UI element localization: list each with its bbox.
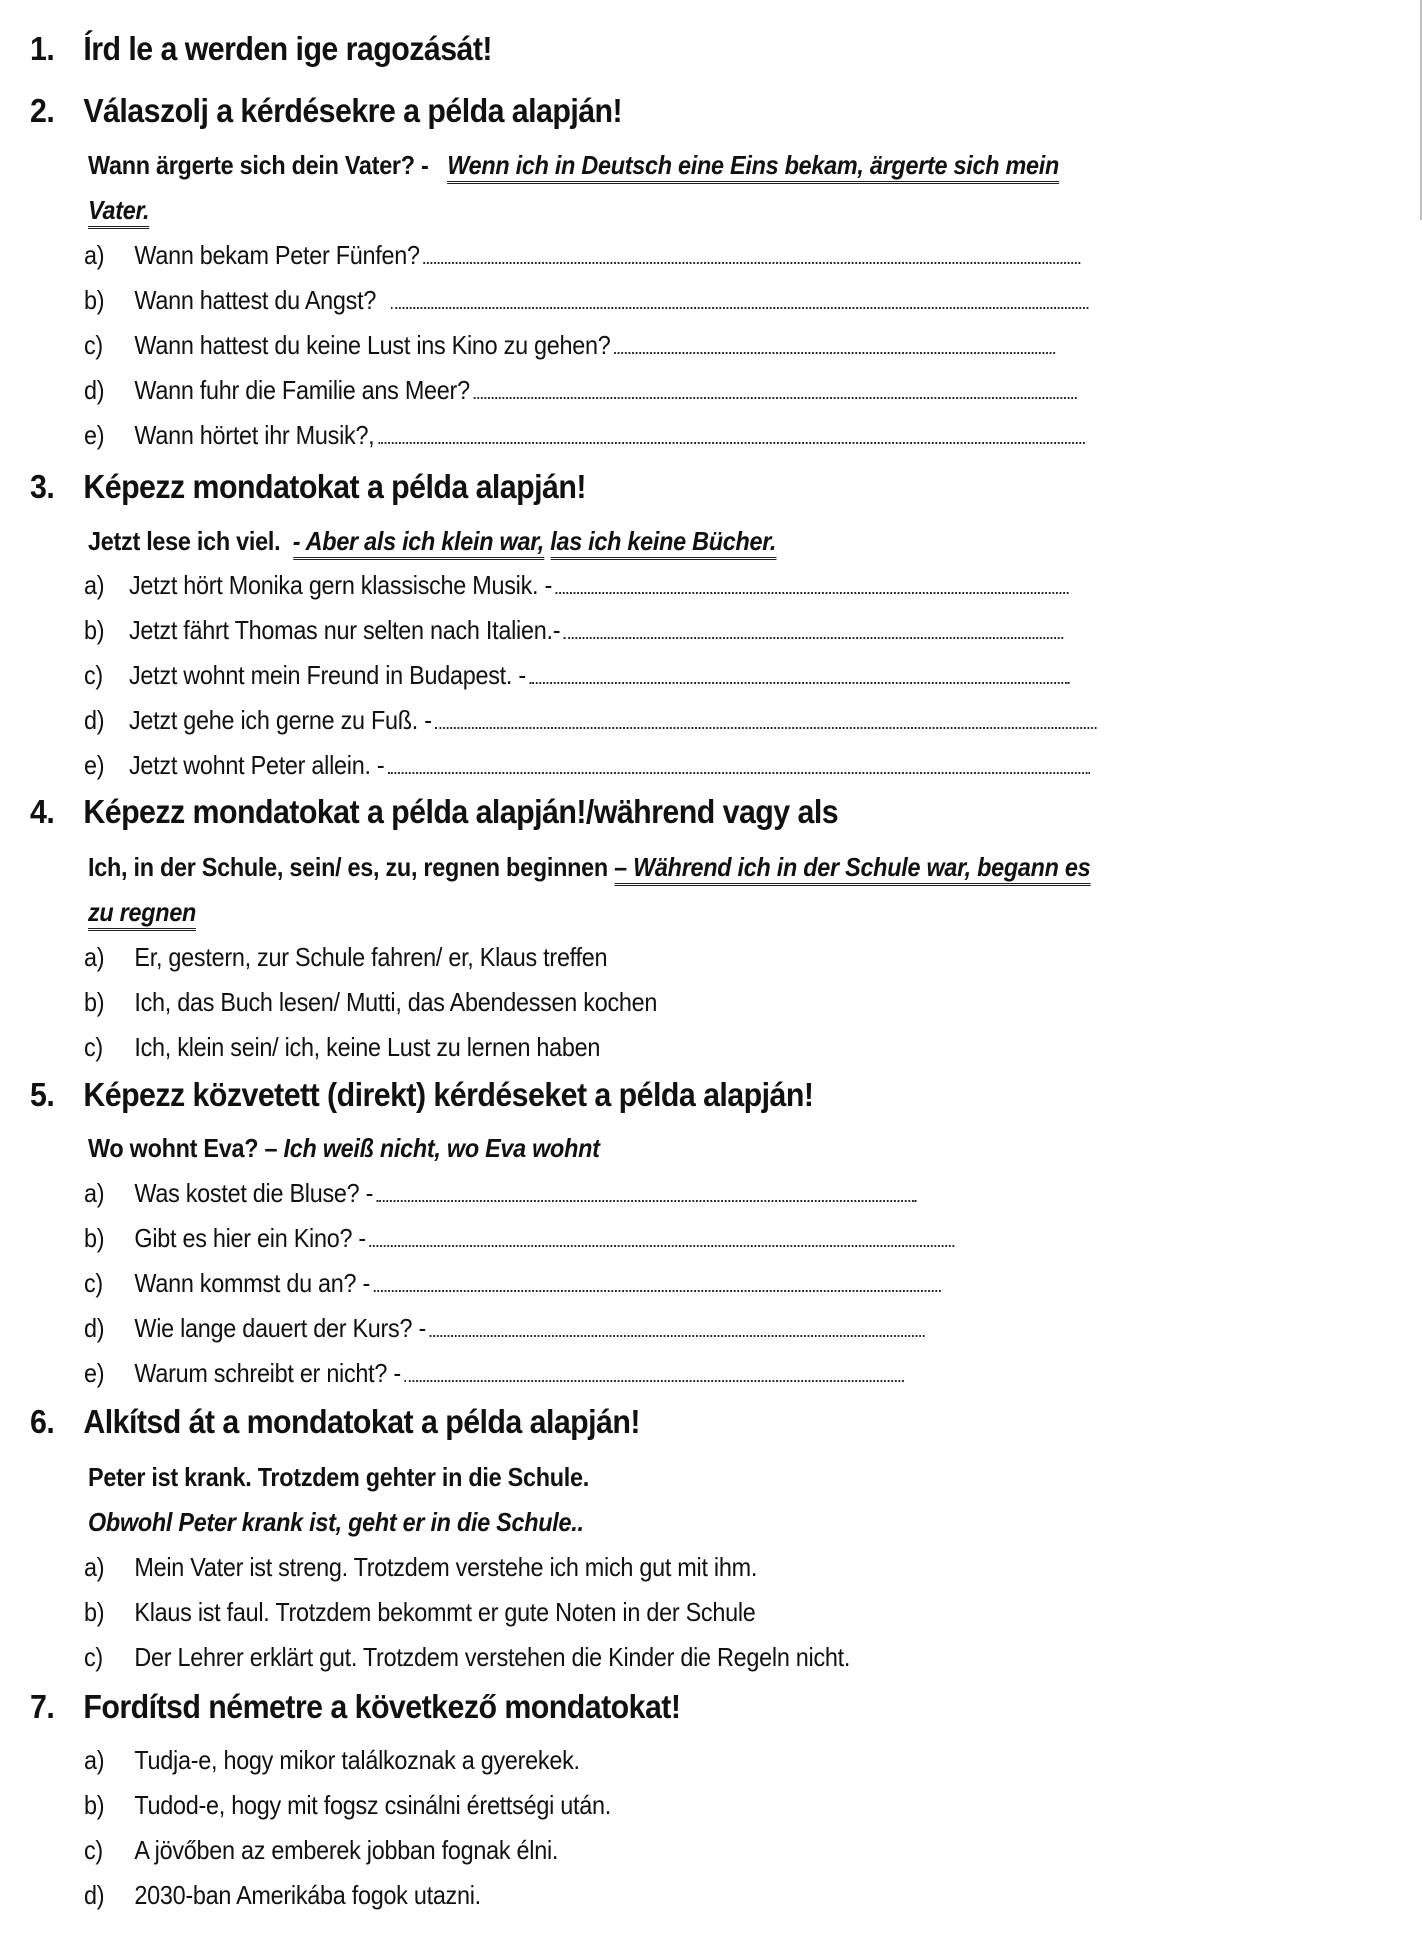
section-number: 1. <box>30 30 55 67</box>
item-letter: c) <box>84 660 103 690</box>
item-text: Jetzt wohnt Peter allein. - <box>129 750 385 780</box>
exercise-item <box>84 1313 925 1344</box>
section-6-example <box>88 1462 589 1493</box>
exercise-item <box>84 570 1069 601</box>
example-answer: - Aber als ich klein war, <box>293 526 544 560</box>
answer-line[interactable] <box>377 1196 917 1202</box>
item-text: Jetzt fährt Thomas nur selten nach Italien.- <box>129 615 561 645</box>
item-letter: c) <box>84 1642 103 1672</box>
section-5-example <box>88 1133 600 1164</box>
item-text: Wie lange dauert der Kurs? - <box>134 1313 426 1343</box>
item-letter: d) <box>84 705 105 735</box>
item-letter: a) <box>84 1745 105 1775</box>
item-letter: e) <box>84 750 105 780</box>
section-4-example <box>88 852 1090 883</box>
item-letter: a) <box>84 942 105 972</box>
answer-line[interactable] <box>435 723 1097 729</box>
exercise-item <box>84 375 1076 406</box>
item-letter: e) <box>84 420 105 450</box>
example-answer: Wenn ich in Deutsch eine Eins bekam, ärgerte sich mein <box>447 150 1059 184</box>
section-title: Képezz mondatokat a példa alapján! <box>83 468 586 505</box>
item-letter: a) <box>84 1178 105 1208</box>
answer-line[interactable] <box>390 303 1088 309</box>
item-letter: a) <box>84 240 105 270</box>
section-2-example-cont <box>88 195 149 226</box>
exercise-item <box>84 1223 955 1254</box>
item-text: Er, gestern, zur Schule fahren/ er, Klaus treffen <box>134 942 608 972</box>
item-letter: c) <box>84 1032 103 1062</box>
section-title: Írd le a werden ige ragozását! <box>83 30 492 67</box>
answer-line[interactable] <box>388 768 1090 774</box>
example-answer: – Während ich in der Schule war, begann es <box>614 852 1090 886</box>
exercise-item <box>84 1358 904 1389</box>
section-number: 3. <box>30 468 55 505</box>
item-letter: b) <box>84 1597 105 1627</box>
section-7-heading <box>30 1688 680 1726</box>
exercise-item <box>84 615 1063 646</box>
item-text: Jetzt gehe ich gerne zu Fuß. - <box>129 705 432 735</box>
item-text: Klaus ist faul. Trotzdem bekommt er gute Noten in der Schule <box>134 1597 756 1627</box>
exercise-item <box>84 750 1090 781</box>
exercise-item <box>84 1032 600 1063</box>
exercise-item <box>84 1835 558 1866</box>
example-prompt: Jetzt lese ich viel. <box>88 526 281 556</box>
item-letter: d) <box>84 1313 105 1343</box>
answer-line[interactable] <box>473 393 1076 399</box>
item-text: Wann kommst du an? - <box>134 1268 371 1298</box>
item-text: Wann hattest du Angst? <box>134 285 377 315</box>
section-title: Válaszolj a kérdésekre a példa alapján! <box>83 92 623 129</box>
exercise-item <box>84 987 657 1018</box>
item-letter: d) <box>84 375 105 405</box>
item-letter: c) <box>84 1835 103 1865</box>
item-text: Mein Vater ist streng. Trotzdem verstehe ich mich gut mit ihm. <box>134 1552 758 1582</box>
item-letter: e) <box>84 1358 105 1388</box>
section-5-heading <box>30 1076 813 1114</box>
exercise-item <box>84 1268 941 1299</box>
section-number: 7. <box>30 1688 55 1725</box>
item-text: Wann hattest du keine Lust ins Kino zu gehen? <box>134 330 611 360</box>
example-answer: Ich weiß nicht, wo Eva wohnt <box>283 1133 600 1163</box>
section-title: Fordítsd németre a következő mondatokat! <box>83 1688 681 1725</box>
exercise-item <box>84 420 1085 451</box>
exercise-item <box>84 1178 917 1209</box>
section-number: 6. <box>30 1403 55 1440</box>
example-prompt: Peter ist krank. Trotzdem gehter in die Schule. <box>88 1462 589 1492</box>
example-answer-cont: las ich keine Bücher. <box>550 526 776 560</box>
item-text: A jövőben az emberek jobban fognak élni. <box>134 1835 559 1865</box>
section-3-heading <box>30 468 586 506</box>
section-title: Alkítsd át a mondatokat a példa alapján! <box>83 1403 640 1440</box>
item-text: Wann bekam Peter Fünfen? <box>134 240 420 270</box>
section-2-example <box>88 150 1059 181</box>
section-2-heading <box>30 92 622 130</box>
item-letter: b) <box>84 987 105 1017</box>
answer-line[interactable] <box>529 678 1069 684</box>
answer-line[interactable] <box>430 1331 925 1337</box>
item-letter: b) <box>84 1223 105 1253</box>
item-text: 2030-ban Amerikába fogok utazni. <box>134 1880 481 1910</box>
exercise-item <box>84 1597 756 1628</box>
item-letter: a) <box>84 1552 105 1582</box>
exercise-item <box>84 1790 611 1821</box>
section-6-heading <box>30 1403 640 1441</box>
example-answer-cont: Vater. <box>88 195 149 229</box>
example-prompt: Wo wohnt Eva? – <box>88 1133 278 1163</box>
item-text: Was kostet die Bluse? - <box>134 1178 374 1208</box>
answer-line[interactable] <box>370 1241 955 1247</box>
item-text: Ich, das Buch lesen/ Mutti, das Abendessen kochen <box>134 987 658 1017</box>
item-text: Tudja-e, hogy mikor találkoznak a gyerekek. <box>134 1745 580 1775</box>
answer-line[interactable] <box>556 588 1069 594</box>
example-answer-cont: zu regnen <box>88 897 196 931</box>
item-letter: a) <box>84 570 105 600</box>
exercise-item <box>84 240 1080 271</box>
item-letter: b) <box>84 1790 105 1820</box>
item-letter: c) <box>84 1268 103 1298</box>
exercise-item <box>84 1745 580 1776</box>
answer-line[interactable] <box>374 1286 941 1292</box>
exercise-item <box>84 705 1097 736</box>
item-text: Warum schreibt er nicht? - <box>134 1358 401 1388</box>
item-text: Ich, klein sein/ ich, keine Lust zu lernen haben <box>134 1032 601 1062</box>
exercise-item <box>84 660 1069 691</box>
answer-line[interactable] <box>564 633 1064 639</box>
answer-line[interactable] <box>614 348 1055 354</box>
exercise-item <box>84 1642 850 1673</box>
section-number: 2. <box>30 92 55 129</box>
item-letter: d) <box>84 1880 105 1910</box>
section-4-heading <box>30 793 838 831</box>
item-text: Wann fuhr die Familie ans Meer? <box>134 375 470 405</box>
item-text: Jetzt wohnt mein Freund in Budapest. - <box>129 660 526 690</box>
answer-line[interactable] <box>404 1376 903 1382</box>
item-text: Jetzt hört Monika gern klassische Musik. - <box>129 570 553 600</box>
example-prompt: Wann ärgerte sich dein Vater? - <box>88 150 429 180</box>
exercise-item <box>84 1880 481 1911</box>
exercise-item <box>84 942 607 973</box>
section-6-example-answer <box>88 1507 584 1538</box>
section-1-heading <box>30 30 492 68</box>
section-title: Képezz közvetett (direkt) kérdéseket a példa alapján! <box>83 1076 814 1113</box>
item-letter: b) <box>84 615 105 645</box>
section-3-example <box>88 526 776 557</box>
item-text: Wann hörtet ihr Musik?, <box>134 420 375 450</box>
item-text: Gibt es hier ein Kino? - <box>134 1223 366 1253</box>
item-text: Der Lehrer erklärt gut. Trotzdem verstehen die Kinder die Regeln nicht. <box>134 1642 851 1672</box>
exercise-item <box>84 1552 757 1583</box>
section-number: 5. <box>30 1076 55 1113</box>
answer-line[interactable] <box>378 438 1085 444</box>
section-number: 4. <box>30 793 55 830</box>
example-answer: Obwohl Peter krank ist, geht er in die Schule.. <box>88 1507 584 1537</box>
item-letter: b) <box>84 285 105 315</box>
exercise-item <box>84 330 1055 361</box>
example-prompt: Ich, in der Schule, sein/ es, zu, regnen beginnen <box>88 852 608 882</box>
item-letter: c) <box>84 330 103 360</box>
exercise-item <box>84 285 1088 316</box>
section-title: Képezz mondatokat a példa alapján!/während vagy als <box>83 793 839 830</box>
section-4-example-cont <box>88 897 196 928</box>
item-text: Tudod-e, hogy mit fogsz csinálni érettségi után. <box>134 1790 611 1820</box>
answer-line[interactable] <box>423 258 1080 264</box>
